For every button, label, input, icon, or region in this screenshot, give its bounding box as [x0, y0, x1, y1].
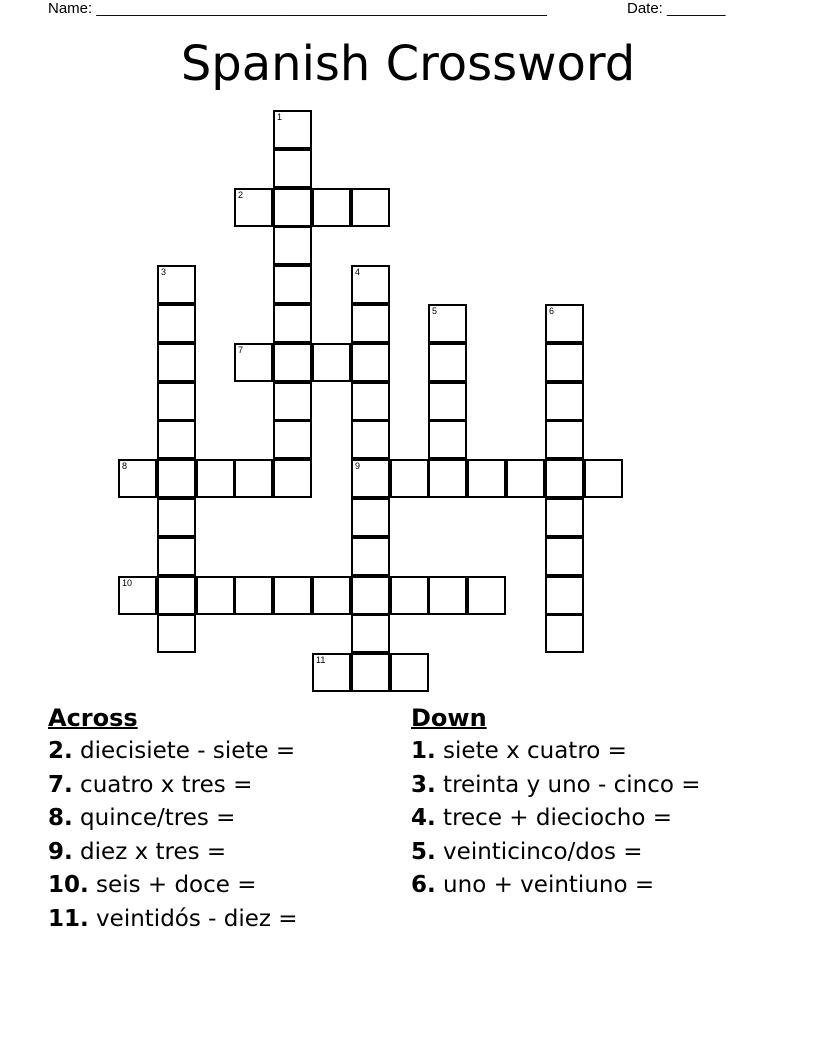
clue-number-label: 1	[277, 112, 283, 122]
down-clues	[411, 701, 701, 903]
name-field-label: Name: ______________________________________________________	[48, 0, 547, 17]
grid-cell[interactable]	[351, 420, 390, 459]
clue-number-label: 5	[432, 306, 438, 316]
clue-number-label: 10	[122, 578, 133, 588]
down-clue-1: 1. siete x cuatro =	[411, 738, 627, 764]
across-clue-7: 7. cuatro x tres =	[48, 771, 253, 798]
grid-cell[interactable]	[351, 498, 390, 537]
grid-cell[interactable]	[196, 576, 235, 615]
grid-cell[interactable]	[351, 653, 390, 692]
grid-cell[interactable]	[351, 459, 390, 498]
grid-cell[interactable]	[157, 576, 196, 615]
grid-cell[interactable]	[234, 343, 273, 382]
page-title: Spanish Crossword	[180, 36, 636, 92]
grid-cell[interactable]	[545, 498, 584, 537]
grid-cell[interactable]	[351, 614, 390, 653]
grid-cell[interactable]	[196, 459, 235, 498]
clue-number-label: 11	[316, 655, 326, 665]
across-clues	[48, 701, 298, 936]
grid-cell[interactable]	[157, 382, 196, 421]
across-clue-8: 8. quince/tres =	[48, 805, 236, 831]
grid-cell[interactable]	[506, 459, 545, 498]
grid-cell[interactable]	[118, 576, 157, 615]
date-field-label: Date: _______	[627, 0, 726, 17]
grid-cell[interactable]	[234, 459, 273, 498]
grid-cell[interactable]	[467, 576, 506, 615]
grid-cell[interactable]	[545, 614, 584, 653]
grid-cell[interactable]	[545, 576, 584, 615]
grid-cell[interactable]	[157, 614, 196, 653]
grid-cell[interactable]	[273, 265, 312, 304]
grid-cell[interactable]	[351, 343, 390, 382]
grid-cell[interactable]	[234, 188, 273, 227]
grid-cell[interactable]	[157, 498, 196, 537]
clue-number-label: 3	[161, 267, 167, 277]
grid-cell[interactable]	[312, 576, 351, 615]
clue-number-label: 6	[549, 306, 555, 316]
grid-cell[interactable]	[273, 459, 312, 498]
grid-cell[interactable]	[390, 653, 429, 692]
grid-cell[interactable]	[273, 149, 312, 188]
grid-cell[interactable]	[545, 459, 584, 498]
across-clue-9: 9. diez x tres =	[48, 838, 227, 865]
grid-cell[interactable]	[273, 420, 312, 459]
down-clue-3: 3. treinta y uno - cinco =	[411, 771, 701, 798]
grid-cell[interactable]	[273, 382, 312, 421]
clue-number-label: 9	[355, 461, 361, 471]
grid-cell[interactable]	[312, 188, 351, 227]
grid-cell[interactable]	[351, 537, 390, 576]
grid-cell[interactable]	[428, 382, 467, 421]
grid-cell[interactable]	[273, 110, 312, 149]
grid-cell[interactable]	[545, 343, 584, 382]
across-clue-10: 10. seis + doce =	[48, 872, 257, 898]
grid-cell[interactable]	[390, 576, 429, 615]
grid-cell[interactable]	[351, 265, 390, 304]
grid-cell[interactable]	[157, 459, 196, 498]
down-clue-6: 6. uno + veintiuno =	[411, 872, 655, 898]
clue-number-label: 2	[238, 190, 244, 200]
down-heading: Down	[411, 704, 487, 732]
grid-cell[interactable]	[273, 226, 312, 265]
down-clue-5: 5. veinticinco/dos =	[411, 838, 643, 865]
clue-number-label: 8	[122, 461, 128, 471]
across-heading: Across	[48, 704, 138, 732]
grid-cell[interactable]	[584, 459, 623, 498]
grid-cell[interactable]	[351, 188, 390, 227]
down-clue-4: 4. trece + dieciocho =	[411, 805, 672, 831]
grid-cell[interactable]	[157, 537, 196, 576]
grid-cell[interactable]	[428, 420, 467, 459]
grid-cell[interactable]	[273, 188, 312, 227]
grid-cell[interactable]	[273, 576, 312, 615]
grid-cell[interactable]	[545, 537, 584, 576]
grid-cell[interactable]	[273, 343, 312, 382]
grid-cell[interactable]	[428, 304, 467, 343]
grid-cell[interactable]	[234, 576, 273, 615]
grid-cell[interactable]	[157, 304, 196, 343]
grid-cell[interactable]	[157, 265, 196, 304]
grid-cell[interactable]	[118, 459, 157, 498]
across-clue-11: 11. veintidós - diez =	[48, 905, 298, 932]
grid-cell[interactable]	[273, 304, 312, 343]
grid-cell[interactable]	[467, 459, 506, 498]
grid-cell[interactable]	[428, 459, 467, 498]
grid-cell[interactable]	[351, 304, 390, 343]
across-clue-2: 2. diecisiete - siete =	[48, 738, 296, 764]
grid-cell[interactable]	[312, 343, 351, 382]
grid-cell[interactable]	[351, 382, 390, 421]
clue-number-label: 7	[238, 345, 244, 355]
grid-cell[interactable]	[312, 653, 351, 692]
clue-number-label: 4	[355, 267, 361, 277]
grid-cell[interactable]	[157, 420, 196, 459]
grid-cell[interactable]	[157, 343, 196, 382]
grid-cell[interactable]	[545, 420, 584, 459]
grid-cell[interactable]	[351, 576, 390, 615]
grid-cell[interactable]	[545, 304, 584, 343]
grid-cell[interactable]	[545, 382, 584, 421]
grid-cell[interactable]	[428, 576, 467, 615]
grid-cell[interactable]	[428, 343, 467, 382]
grid-cell[interactable]	[390, 459, 429, 498]
